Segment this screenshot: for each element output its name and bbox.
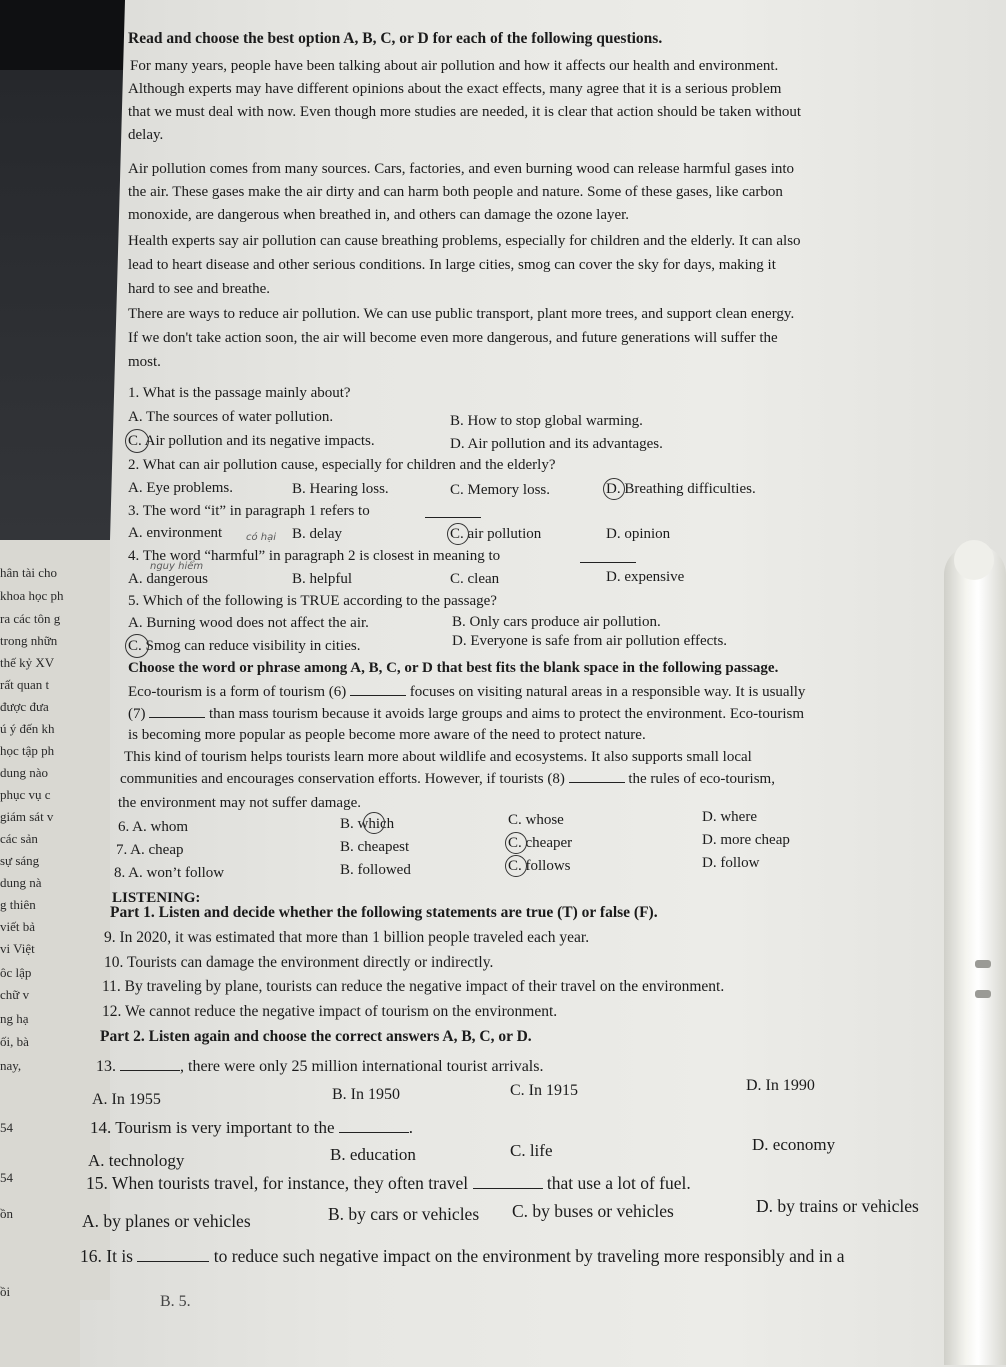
- cloze-question[interactable]: 6. A. whom: [118, 819, 189, 835]
- option[interactable]: C. follows: [508, 858, 571, 874]
- answer-blank[interactable]: [580, 550, 636, 563]
- question-text: 5. Which of the following is TRUE according to the passage?: [128, 593, 497, 609]
- option[interactable]: B. by cars or vehicles: [328, 1204, 480, 1224]
- passage-line: hard to see and breathe.: [128, 281, 271, 297]
- option[interactable]: A. Burning wood does not affect the air.: [128, 615, 369, 631]
- under-text: ồn: [0, 1206, 13, 1221]
- question-text: , there were only 25 million international tourist arrivals.: [180, 1058, 544, 1075]
- cloze-text: Eco-tourism is a form of tourism (6): [128, 684, 347, 700]
- question-text: to reduce such negative impact on the environment by traveling more responsibly and in a: [213, 1246, 845, 1266]
- under-text: rất quan t: [0, 677, 50, 692]
- question-text: 3. The word “it” in paragraph 1 refers to: [128, 503, 370, 519]
- under-text: ồi: [0, 1284, 11, 1299]
- option[interactable]: B. helpful: [292, 571, 352, 587]
- pen-object: [944, 545, 1006, 1365]
- cloze-text: the rules of eco-tourism,: [628, 771, 775, 787]
- option[interactable]: D. economy: [752, 1135, 836, 1154]
- answer-blank[interactable]: [339, 1120, 409, 1133]
- under-text: ra các tôn g: [0, 611, 61, 626]
- option[interactable]: C. Air pollution and its negative impacts.: [128, 433, 375, 449]
- answer-blank[interactable]: [149, 705, 205, 718]
- pen-detail: [975, 960, 991, 968]
- reading-instruction: Read and choose the best option A, B, C, or D for each of the following questions.: [128, 30, 663, 47]
- option[interactable]: D. expensive: [606, 569, 685, 585]
- option[interactable]: D. Breathing difficulties.: [606, 481, 756, 497]
- option[interactable]: D. follow: [702, 855, 760, 871]
- answer-circle: [505, 855, 527, 877]
- passage-line: the air. These gases make the air dirty and can harm both people and nature. Some of these gases, like carbon: [128, 184, 783, 200]
- cloze-text: than mass tourism because it avoids large groups and aims to protect the environment. Eco-tourism: [209, 706, 805, 722]
- option[interactable]: C. In 1915: [510, 1082, 578, 1099]
- listening-question: [96, 1058, 543, 1076]
- part2-instruction: Part 2. Listen again and choose the correct answers A, B, C, or D.: [100, 1028, 532, 1045]
- question-text: that use a lot of fuel.: [546, 1173, 691, 1193]
- option[interactable]: D. by trains or vehicles: [756, 1196, 919, 1216]
- part1-instruction: Part 1. Listen and decide whether the following statements are true (T) or false (F).: [110, 904, 658, 921]
- option[interactable]: A. environment: [128, 525, 223, 541]
- passage-line: monoxide, are dangerous when breathed in, and others can damage the ozone layer.: [128, 207, 630, 223]
- option[interactable]: D. Air pollution and its advantages.: [450, 436, 663, 452]
- passage-line: Although experts may have different opinions about the exact effects, many agree that it is a serious problem: [128, 81, 782, 97]
- option[interactable]: C. life: [510, 1141, 553, 1160]
- answer-circle: [125, 634, 149, 658]
- cloze-line: [128, 683, 805, 701]
- pen-detail: [975, 990, 991, 998]
- cloze-text: focuses on visiting natural areas in a responsible way. It is usually: [409, 684, 806, 700]
- listening-question: [90, 1119, 413, 1137]
- option[interactable]: C. clean: [450, 571, 500, 587]
- option[interactable]: A. The sources of water pollution.: [128, 409, 334, 425]
- under-text: ối, bà: [0, 1034, 29, 1049]
- statement: 10. Tourists can damage the environment directly or indirectly.: [104, 954, 494, 971]
- statement: 9. In 2020, it was estimated that more than 1 billion people traveled each year.: [104, 929, 590, 946]
- question-text: .: [408, 1118, 413, 1137]
- option[interactable]: D. where: [702, 809, 757, 825]
- option[interactable]: C. air pollution: [450, 526, 542, 542]
- option[interactable]: B. education: [330, 1145, 416, 1164]
- handwritten-note: nguy hiểm: [150, 561, 204, 572]
- under-text: khoa học ph: [0, 588, 64, 603]
- under-text: giám sát v: [0, 809, 54, 824]
- option[interactable]: A. technology: [88, 1151, 185, 1170]
- cloze-text: (7): [128, 706, 146, 722]
- option[interactable]: A. by planes or vehicles: [82, 1211, 251, 1231]
- answer-circle: [125, 429, 149, 453]
- listening-question: [86, 1174, 691, 1192]
- pen-cap: [954, 540, 994, 580]
- under-text: phục vụ c: [0, 787, 51, 802]
- listening-title: LISTENING:: [112, 890, 201, 906]
- cloze-instruction: Choose the word or phrase among A, B, C, or D that best fits the blank space in the following passage.: [128, 660, 779, 676]
- option[interactable]: D. Everyone is safe from air pollution effects.: [452, 633, 728, 649]
- under-text: các sản: [0, 831, 38, 846]
- cloze-line: [128, 705, 804, 723]
- question-text: 16. It is: [80, 1246, 133, 1266]
- answer-circle: [447, 523, 469, 545]
- answer-blank[interactable]: [120, 1058, 180, 1071]
- answer-circle: [505, 832, 527, 854]
- question-text: 13.: [96, 1058, 116, 1075]
- answer-circle: [603, 478, 625, 500]
- passage-line: most.: [128, 354, 161, 370]
- option[interactable]: B. which: [340, 816, 395, 832]
- cloze-line: This kind of tourism helps tourists learn more about wildlife and ecosystems. It also supports small local: [124, 749, 752, 765]
- under-text: vi Việt: [0, 941, 35, 956]
- cloze-line: is becoming more popular as people become more aware of the need to protect nature.: [128, 727, 646, 743]
- under-text: được đưa: [0, 699, 49, 714]
- under-text: ng hạ: [0, 1011, 29, 1026]
- question-text: 1. What is the passage mainly about?: [128, 385, 351, 401]
- option[interactable]: B. How to stop global warming.: [450, 413, 643, 429]
- option[interactable]: C. by buses or vehicles: [512, 1201, 674, 1221]
- passage-line: delay.: [128, 127, 164, 143]
- passage-line: If we don't take action soon, the air will become even more dangerous, and future generations will suffer the: [128, 330, 778, 346]
- answer-blank[interactable]: [473, 1176, 543, 1189]
- under-text: dung nà: [0, 875, 42, 890]
- under-text: chữ v: [0, 987, 30, 1002]
- option[interactable]: A. Eye problems.: [128, 480, 233, 496]
- under-text: sự sáng: [0, 853, 40, 868]
- question-text: 14. Tourism is very important to the: [90, 1118, 335, 1137]
- cloze-question[interactable]: 7. A. cheap: [116, 842, 184, 858]
- under-text: ôc lập: [0, 965, 32, 980]
- option[interactable]: C. cheaper: [508, 835, 573, 851]
- under-text: hân tài cho: [0, 565, 58, 580]
- listening-question: [80, 1247, 845, 1265]
- option[interactable]: D. more cheap: [702, 832, 790, 848]
- statement: 11. By traveling by plane, tourists can reduce the negative impact of their travel on the environment.: [102, 978, 725, 995]
- option[interactable]: B. Hearing loss.: [292, 481, 389, 497]
- under-text: 54: [0, 1170, 13, 1185]
- question-text: 15. When tourists travel, for instance, they often travel: [86, 1173, 469, 1193]
- cloze-text: communities and encourages conservation efforts. However, if tourists (8): [120, 771, 565, 787]
- cloze-line: [120, 770, 775, 788]
- under-text: học tập ph: [0, 743, 55, 758]
- option[interactable]: A. dangerous: [128, 571, 208, 587]
- option[interactable]: C. Smog can reduce visibility in cities.: [128, 638, 361, 654]
- cloze-question[interactable]: 8. A. won’t follow: [114, 865, 225, 881]
- under-text: g thiên: [0, 897, 36, 912]
- option[interactable]: B. delay: [292, 526, 342, 542]
- passage-line: that we must deal with now. Even though more studies are needed, it is clear that action should be taken without: [128, 104, 802, 120]
- answer-blank[interactable]: [137, 1249, 209, 1262]
- passage-line: Health experts say air pollution can cause breathing problems, especially for children and the elderly. It can also: [128, 233, 801, 249]
- question-text: 2. What can air pollution cause, especially for children and the elderly?: [128, 457, 556, 473]
- answer-blank[interactable]: [569, 770, 625, 783]
- option[interactable]: B. Only cars produce air pollution.: [452, 614, 661, 630]
- question-text: 4. The word “harmful” in paragraph 2 is closest in meaning to: [128, 548, 501, 564]
- option[interactable]: D. In 1990: [746, 1077, 815, 1094]
- answer-circle: [363, 812, 385, 834]
- under-text: trong nhữn: [0, 633, 58, 648]
- option[interactable]: C. whose: [508, 812, 564, 828]
- option[interactable]: B. followed: [340, 862, 411, 878]
- option[interactable]: A. In 1955: [92, 1091, 161, 1108]
- option[interactable]: D. opinion: [606, 526, 671, 542]
- handwritten-note: có hại: [246, 532, 277, 543]
- passage-line: There are ways to reduce air pollution. We can use public transport, plant more trees, and support clean energy.: [128, 306, 795, 322]
- under-text: dung nào: [0, 765, 49, 780]
- option[interactable]: C. Memory loss.: [450, 482, 551, 498]
- under-text: ú ý đến kh: [0, 721, 55, 736]
- option[interactable]: B. cheapest: [340, 839, 410, 855]
- statement: 12. We cannot reduce the negative impact of tourism on the environment.: [102, 1003, 558, 1020]
- under-text: thế kỷ XV: [0, 655, 55, 670]
- answer-blank[interactable]: [350, 683, 406, 696]
- option[interactable]: B. In 1950: [332, 1086, 400, 1103]
- under-text: viết bả: [0, 919, 36, 934]
- passage-line: Air pollution comes from many sources. Cars, factories, and even burning wood can release harmful gases into: [128, 161, 795, 177]
- cloze-line: the environment may not suffer damage.: [118, 795, 361, 811]
- passage-line: For many years, people have been talking about air pollution and how it affects our health and environment.: [130, 58, 779, 74]
- passage-line: lead to heart disease and other serious conditions. In large cities, smog can cover the sky for days, making it: [128, 257, 776, 273]
- cut-off-text: B. 5.: [160, 1293, 191, 1310]
- answer-blank[interactable]: [425, 505, 481, 518]
- under-text: 54: [0, 1120, 13, 1135]
- under-text: nay,: [0, 1058, 22, 1073]
